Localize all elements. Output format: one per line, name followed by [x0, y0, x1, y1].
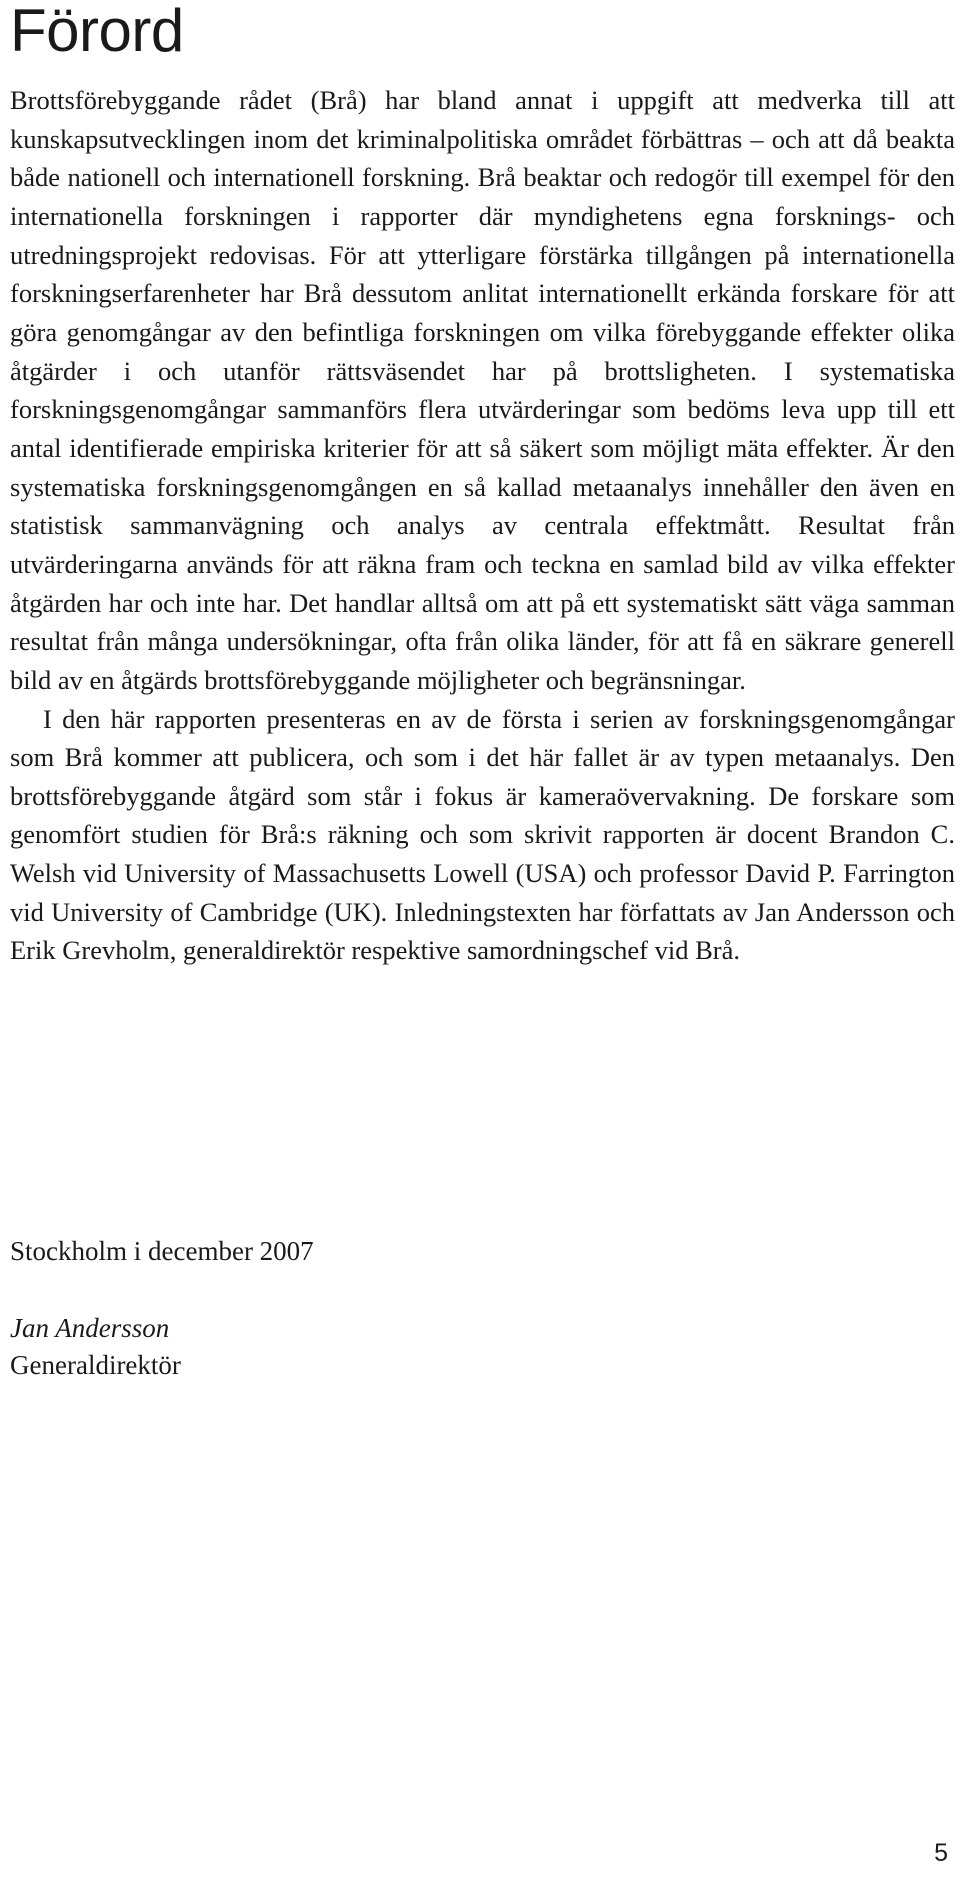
- paragraph-2: I den här rapporten presenteras en av de första i serien av forskningsgenomgångar som Brå kommer att publicera, och som i det här fallet är av typen metaanalys. Den brottsförebyggande åtgärd som står i fokus är kameraövervakning. De forskare som genomfört studien för Brå:s räkning och som skrivit rapporten är docent Brandon C. Welsh vid University of Massachusetts Lowell (USA) och professor David P. Farrington vid University of Cambridge (UK). Inledningstexten har författats av Jan Andersson och Erik Grevholm, generaldirektör respektive samordningschef vid Brå.: [10, 703, 955, 966]
- page-number: 5: [934, 1839, 948, 1867]
- signer-title: Generaldirektör: [10, 1350, 181, 1380]
- paragraph-1: Brottsförebyggande rådet (Brå) har bland annat i uppgift att medverka till att kunskapsutvecklingen inom det kriminalpolitiska området förbättras – och att då beakta både nationell och internationell forskning. Brå beaktar och redogör till exempel för den internationella forskningen i rapporter där myndighetens egna forsknings- och utredningsprojekt redovisas. För att ytterligare förstärka tillgången på internationella forskningserfarenheter har Brå dessutom anlitat internationellt erkända forskare för att göra genomgångar av den befintliga forskningen om vilka förebyggande effekter olika åtgärder i och utanför rättsväsendet har på brottsligheten. I systematiska forskningsgenomgångar sammanförs flera utvärderingar som bedöms leva upp till ett antal identifierade empiriska kriterier för att så säkert som möjligt mäta effekter. Är den systematiska forskningsgenomgången en så kallad metaanalys innehåller den även en statistisk sammanvägning och analys av centrala effektmått. Resultat från utvärderingarna används för att räkna fram och teckna en samlad bild av vilka effekter åtgärden har och inte har. Det handlar alltså om att på ett systematiskt sätt väga samman resultat från många undersökningar, ofta från olika länder, för att få en säkrare generell bild av en åtgärds brottsförebyggande möjligheter och begränsningar.: [10, 85, 955, 695]
- signer-name: Jan Andersson: [10, 1313, 170, 1343]
- place-and-date: Stockholm i december 2007: [10, 1236, 314, 1266]
- body-text: [10, 81, 955, 970]
- page-title: Förord: [10, 0, 184, 64]
